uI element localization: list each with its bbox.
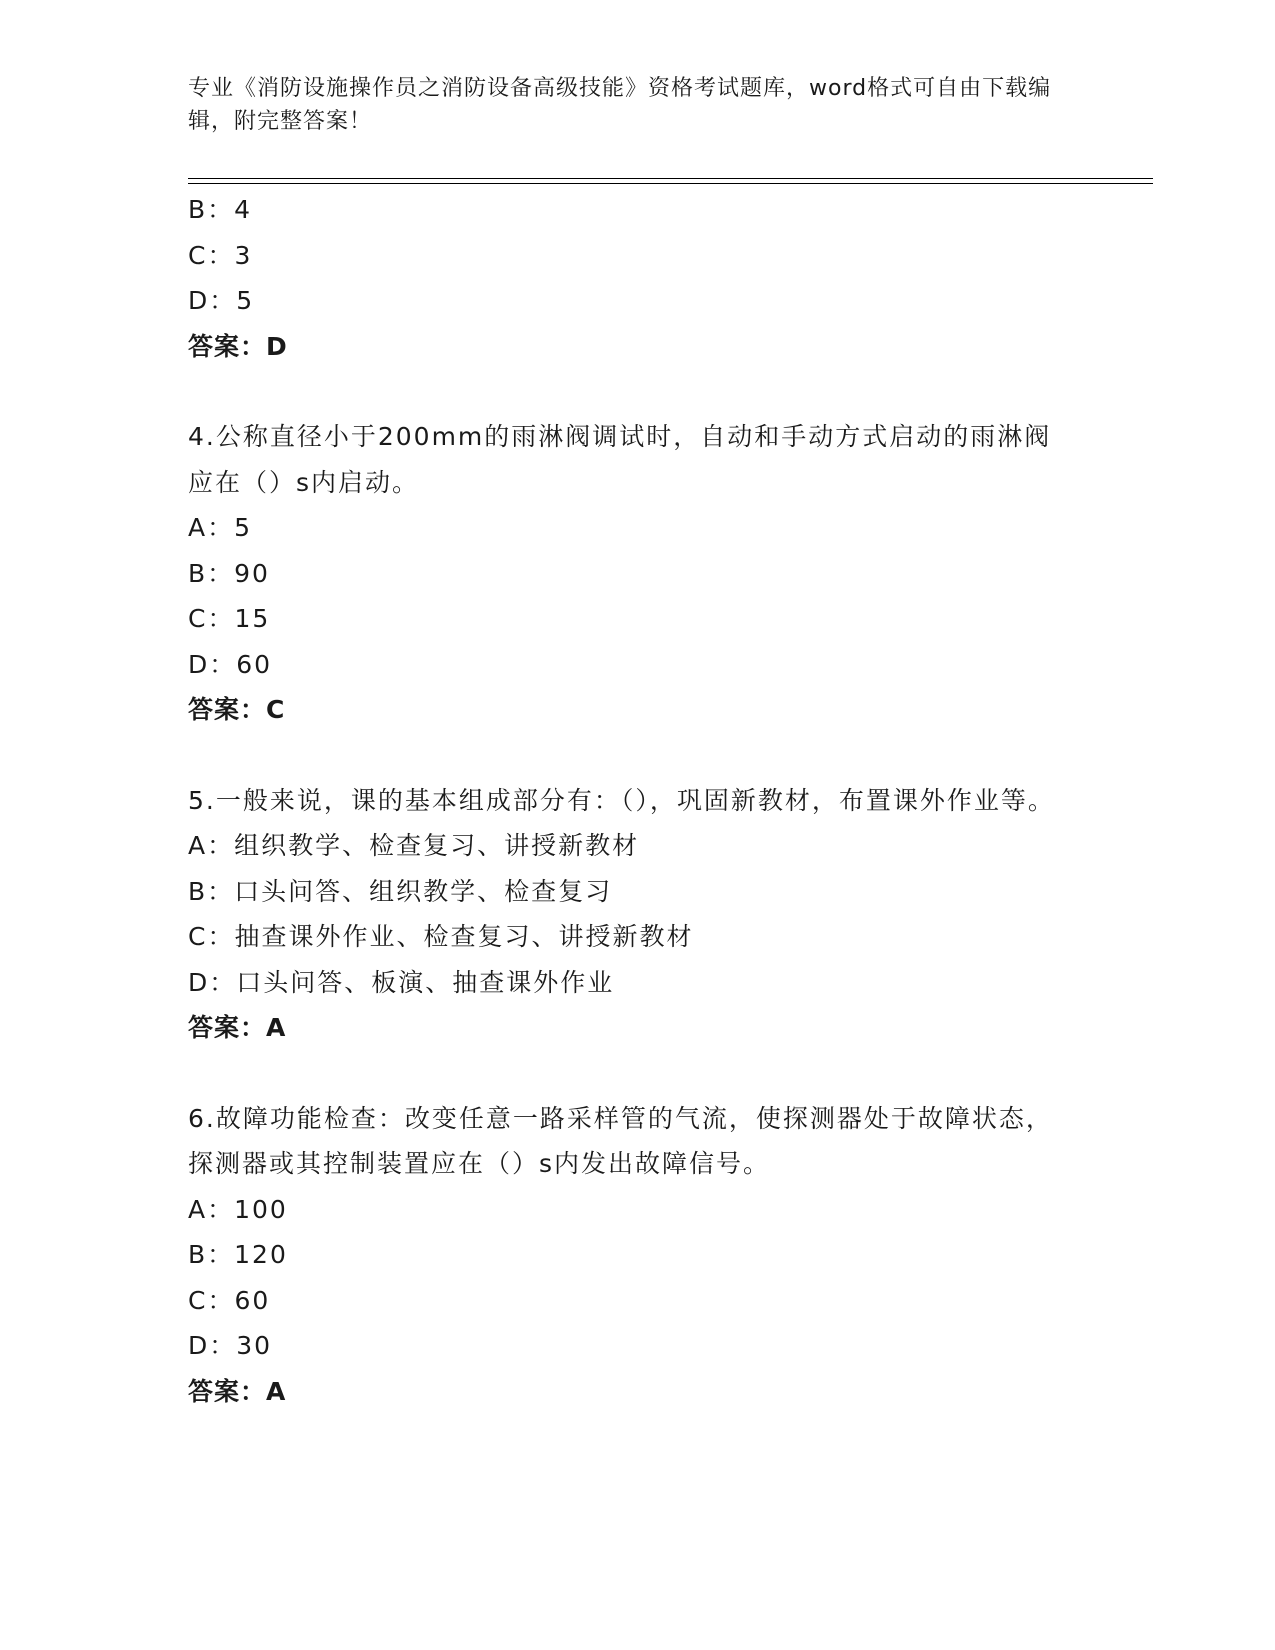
header-divider-bottom xyxy=(188,183,1153,184)
question-stem: 4.公称直径小于200mm的雨淋阀调试时，自动和手动方式启动的雨淋阀应在（）s内启动。 xyxy=(188,422,1052,497)
spacer xyxy=(188,1051,1068,1096)
option-a: A：组织教学、检查复习、讲授新教材 xyxy=(188,831,640,860)
option-c: C：15 xyxy=(188,604,271,633)
answer-line: 答案：A xyxy=(188,1376,287,1406)
question-5 xyxy=(188,778,1068,1051)
question-6 xyxy=(188,1096,1068,1415)
option-d: D：口头问答、板演、抽查课外作业 xyxy=(188,967,615,997)
option-a: A：5 xyxy=(188,513,253,542)
question-stem: 5.一般来说，课的基本组成部分有：（），巩固新教材，布置课外作业等。 xyxy=(188,785,1055,815)
option-b: B：120 xyxy=(188,1240,288,1269)
question-4 xyxy=(188,414,1068,733)
option-c: C：抽查课外作业、检查复习、讲授新教材 xyxy=(188,922,694,951)
spacer xyxy=(188,733,1068,778)
option-d: D：30 xyxy=(188,1331,273,1360)
question-3-partial xyxy=(188,187,1068,369)
option-b: B：4 xyxy=(188,195,253,224)
option-d: D：60 xyxy=(188,649,273,679)
question-stem: 6.故障功能检查：改变任意一路采样管的气流，使探测器处于故障状态，探测器或其控制装置应在（）s内发出故障信号。 xyxy=(188,1103,1053,1178)
answer-line: 答案：D xyxy=(188,331,288,361)
spacer xyxy=(188,369,1068,414)
document-body xyxy=(188,187,1068,1414)
option-c: C：3 xyxy=(188,240,253,270)
answer-line: 答案：A xyxy=(188,1013,287,1042)
header-divider-top xyxy=(188,178,1153,179)
document-header: 专业《消防设施操作员之消防设备高级技能》资格考试题库，word格式可自由下载编辑，附完整答案！ xyxy=(188,76,1052,134)
option-b: B：口头问答、组织教学、检查复习 xyxy=(188,876,613,906)
option-a: A：100 xyxy=(188,1194,288,1224)
option-d: D：5 xyxy=(188,286,255,315)
answer-line: 答案：C xyxy=(188,695,286,724)
option-c: C：60 xyxy=(188,1285,271,1315)
option-b: B：90 xyxy=(188,558,270,588)
